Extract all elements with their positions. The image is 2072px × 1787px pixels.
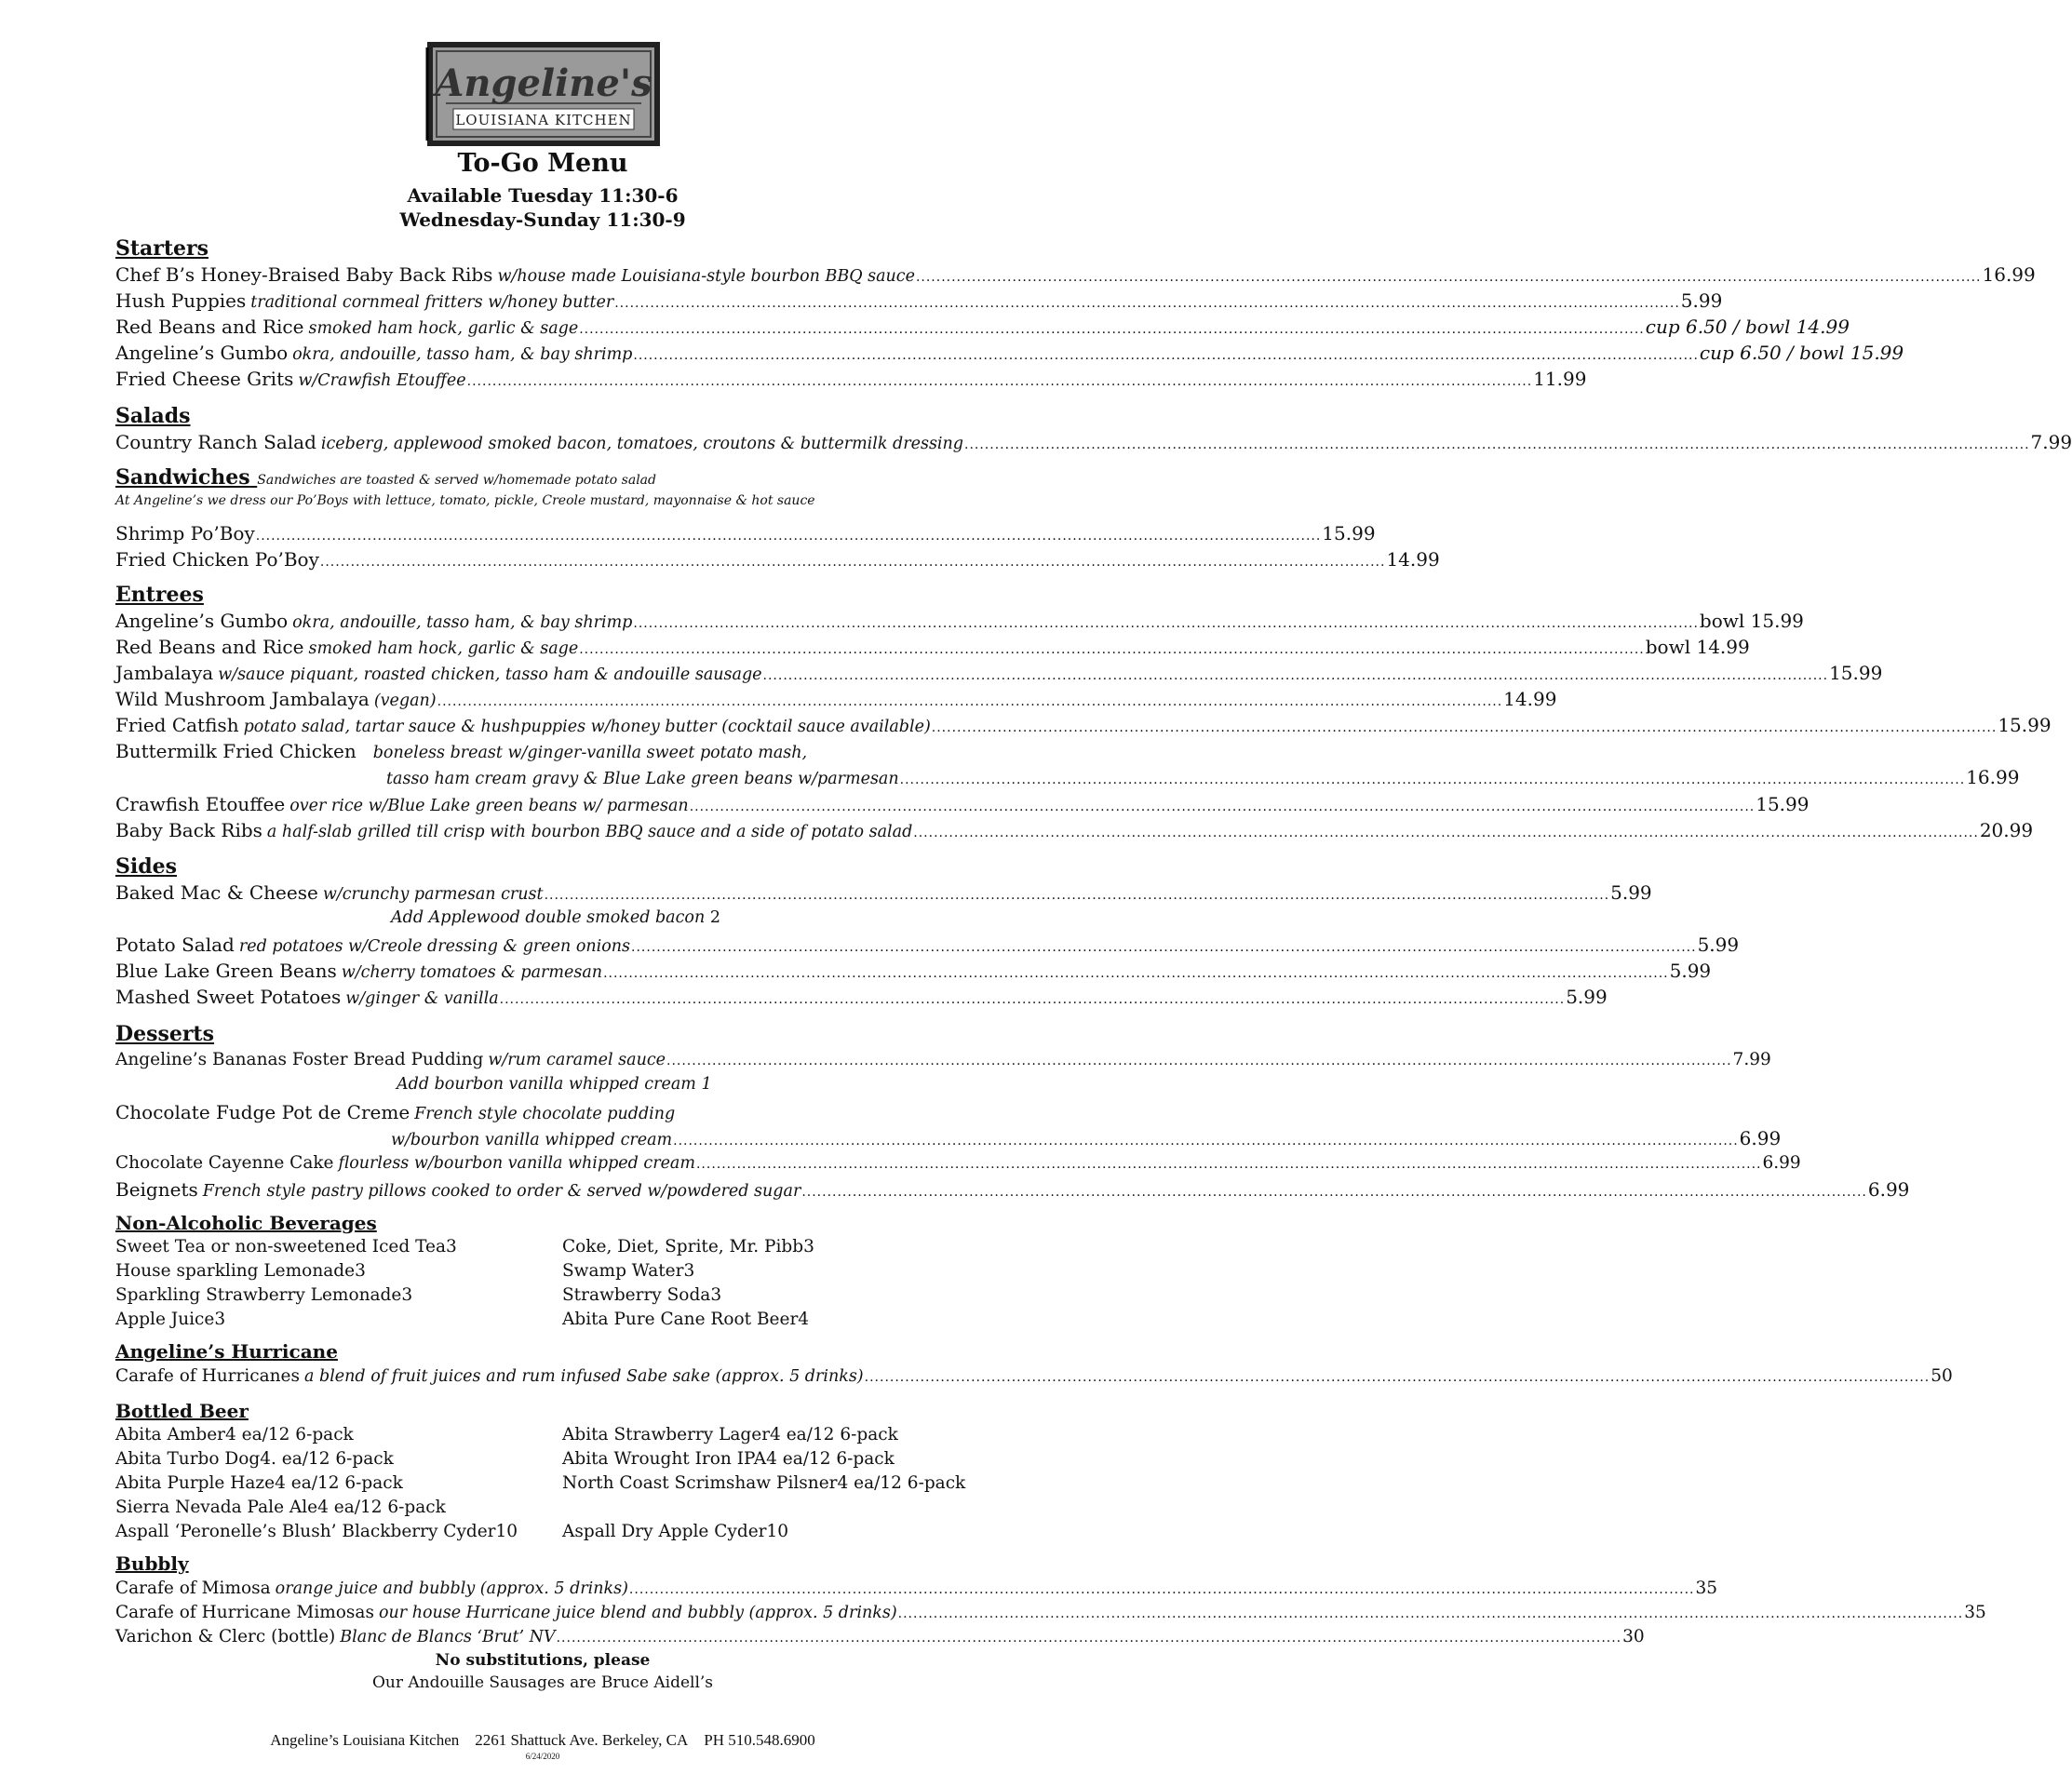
beer-item: Abita Strawberry Lager 4 ea/12 6-pack <box>562 1425 898 1444</box>
menu-item: Potato Salad red potatoes w/Creole dressing & green onions ..... 5.99 <box>115 933 974 960</box>
menu-item: Angeline’s Gumbo okra, andouille, tasso ham, & bay shrimp ..... cup 6.50 / bowl 15.99 <box>115 341 974 368</box>
menu-item: Chocolate Fudge Pot de Creme French style chocolate pudding <box>115 1101 676 1123</box>
sandwiches-heading: Sandwiches <box>115 465 250 490</box>
section-hurricane: Angeline’s Hurricane <box>115 1340 338 1363</box>
restaurant-logo <box>427 42 660 146</box>
menu-item: Chef B’s Honey-Braised Baby Back Ribs w/house made Louisiana-style bourbon BBQ sauce ..... 16.99 <box>115 262 974 289</box>
beer-item: Aspall ‘Peronelle’s Blush’ Blackberry Cyder 10 <box>115 1522 518 1541</box>
menu-item: Angeline’s Gumbo okra, andouille, tasso ham, & bay shrimp ..... bowl 15.99 <box>115 609 974 636</box>
beer-item: North Coast Scrimshaw Pilsner 4 ea/12 6-pack <box>562 1473 966 1493</box>
menu-title: To-Go Menu <box>457 149 628 178</box>
menu-item: Red Beans and Rice smoked ham hock, garlic & sage ..... cup 6.50 / bowl 14.99 <box>115 315 974 342</box>
menu-item: Buttermilk Fried Chicken boneless breast w/ginger-vanilla sweet potato mash, <box>115 740 808 762</box>
menu-item: Blue Lake Green Beans w/cherry tomatoes & parmesan ..... 5.99 <box>115 959 974 986</box>
menu-item: Baby Back Ribs a half-slab grilled till crisp with bourbon BBQ sauce and a side of potato salad ..... 20.99 <box>115 818 974 845</box>
menu-item: Red Beans and Rice smoked ham hock, garlic & sage ..... bowl 14.99 <box>115 635 974 662</box>
sandwiches-note: Sandwiches are toasted & served w/homemade potato salad <box>257 473 656 488</box>
menu-item: Carafe of Hurricane Mimosas our house Hurricane juice blend and bubbly (approx. 5 drinks) ..... 35 <box>115 1601 974 1626</box>
menu-item: Mashed Sweet Potatoes w/ginger & vanilla ..... 5.99 <box>115 985 974 1012</box>
menu-item: Wild Mushroom Jambalaya (vegan) ..... 14.99 <box>115 687 974 714</box>
section-bottled-beer: Bottled Beer <box>115 1400 249 1422</box>
menu-item: Angeline’s Bananas Foster Bread Pudding w/rum caramel sauce ..... 7.99 <box>115 1048 974 1073</box>
section-entrees: Entrees <box>115 583 204 607</box>
beverage-item: Apple Juice 3 <box>115 1310 226 1329</box>
sausage-note: Our Andouille Sausages are Bruce Aidell’s <box>371 1673 714 1692</box>
menu-item: Shrimp Po’Boy ..... 15.99 <box>115 521 974 548</box>
menu-item: Chocolate Cayenne Cake flourless w/bourbon vanilla whipped cream ..... 6.99 <box>115 1151 974 1176</box>
menu-item: Jambalaya w/sauce piquant, roasted chicken, tasso ham & andouille sausage ..... 15.99 <box>115 661 974 688</box>
no-substitutions-note: No substitutions, please <box>435 1651 651 1670</box>
menu-item: Beignets French style pastry pillows cooked to order & served w/powdered sugar ..... 6.99 <box>115 1177 974 1204</box>
svg-text:Angeline's: Angeline's <box>435 61 653 105</box>
section-salads: Salads <box>115 404 191 428</box>
menu-item: Carafe of Mimosa orange juice and bubbly (approx. 5 drinks) ..... 35 <box>115 1577 974 1602</box>
section-non-alcoholic: Non-Alcoholic Beverages <box>115 1212 377 1234</box>
menu-item: Fried Cheese Grits w/Crawfish Etouffee ..... 11.99 <box>115 367 974 394</box>
beverage-item: Coke, Diet, Sprite, Mr. Pibb 3 <box>562 1237 814 1256</box>
menu-item: Varichon & Clerc (bottle) Blanc de Blancs ‘Brut’ NV ..... 30 <box>115 1625 974 1650</box>
availability-line-2: Wednesday-Sunday 11:30-9 <box>399 208 686 231</box>
beverage-item: Sparkling Strawberry Lemonade 3 <box>115 1285 413 1305</box>
beer-item: Aspall Dry Apple Cyder 10 <box>562 1522 789 1541</box>
section-sandwiches <box>115 465 656 490</box>
section-starters: Starters <box>115 236 209 261</box>
beverage-item: Abita Pure Cane Root Beer 4 <box>562 1310 810 1329</box>
beer-item: Abita Amber 4 ea/12 6-pack <box>115 1425 354 1444</box>
footer-date: 6/24/2020 <box>525 1752 560 1761</box>
availability-line-1: Available Tuesday 11:30-6 <box>407 184 679 207</box>
menu-item-continued: w/bourbon vanilla whipped cream ..... 6.99 <box>391 1126 974 1153</box>
footer-info: Angeline’s Louisiana Kitchen 2261 Shattuck Ave. Berkeley, CA PH 510.548.6900 <box>270 1731 815 1749</box>
menu-item-continued: tasso ham cream gravy & Blue Lake green beans w/parmesan ..... 16.99 <box>382 765 974 792</box>
menu-item: Carafe of Hurricanes a blend of fruit juices and rum infused Sabe sake (approx. 5 drinks) ..... 50 <box>115 1364 972 1390</box>
poboy-note: At Angeline’s we dress our Po’Boys with lettuce, tomato, pickle, Creole mustard, mayonnaise & hot sauce <box>115 493 815 508</box>
menu-item: Hush Puppies traditional cornmeal fritters w/honey butter ..... 5.99 <box>115 289 974 316</box>
menu-item: Fried Chicken Po’Boy ..... 14.99 <box>115 547 974 574</box>
beverage-item: Strawberry Soda 3 <box>562 1285 722 1305</box>
addon-line: Add bourbon vanilla whipped cream 1 <box>397 1075 712 1094</box>
beverage-item: Sweet Tea or non-sweetened Iced Tea 3 <box>115 1237 457 1256</box>
menu-item: Crawfish Etouffee over rice w/Blue Lake green beans w/ parmesan ..... 15.99 <box>115 792 974 819</box>
beer-item: Abita Wrought Iron IPA 4 ea/12 6-pack <box>562 1449 895 1469</box>
menu-item: Baked Mac & Cheese w/crunchy parmesan crust ..... 5.99 <box>115 880 974 907</box>
menu-item: Fried Catfish potato salad, tartar sauce & hushpuppies w/honey butter (cocktail sauce available) ..... 15.99 <box>115 713 974 740</box>
section-desserts: Desserts <box>115 1022 214 1046</box>
section-sides: Sides <box>115 854 178 879</box>
beer-item: Abita Turbo Dog 4. ea/12 6-pack <box>115 1449 394 1469</box>
addon-line: Add Applewood double smoked bacon 2 <box>391 908 720 927</box>
section-bubbly: Bubbly <box>115 1552 189 1575</box>
svg-text:LOUISIANA KITCHEN: LOUISIANA KITCHEN <box>455 112 632 128</box>
menu-item: Country Ranch Salad iceberg, applewood smoked bacon, tomatoes, croutons & buttermilk dressing ..... 7.99 <box>115 430 974 457</box>
beverage-item: Swamp Water 3 <box>562 1261 695 1281</box>
beer-item: Sierra Nevada Pale Ale 4 ea/12 6-pack <box>115 1498 446 1517</box>
beverage-item: House sparkling Lemonade 3 <box>115 1261 366 1281</box>
beer-item: Abita Purple Haze 4 ea/12 6-pack <box>115 1473 403 1493</box>
